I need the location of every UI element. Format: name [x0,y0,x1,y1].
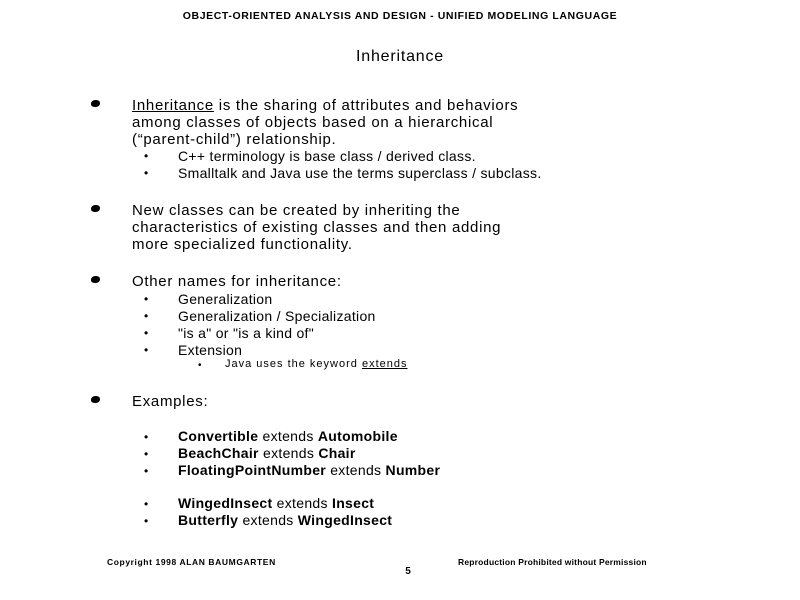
text-line: characteristics of existing classes and then adding [132,219,502,236]
example-relation: extends [258,445,319,461]
text-line: among classes of objects based on a hierarchical [132,114,494,131]
sub-item: Generalization / Specialization [178,308,376,324]
section-1-text [132,97,732,148]
sub-bullet-icon: • [144,326,149,340]
bullet-icon [91,396,100,403]
bullet-icon [91,100,100,107]
slide-title: Inheritance [356,48,444,65]
text-line: Examples: [132,393,209,410]
text-line-rest: is the sharing of attributes and behaviors [213,97,519,114]
page-number: 5 [405,566,411,577]
example-subclass: BeachChair [178,445,259,461]
text-line: Other names for inheritance: [132,273,342,290]
sub-bullet-icon: • [144,149,149,163]
example-item [178,512,392,528]
footer-notice: Reproduction Prohibited without Permission [458,557,647,567]
example-superclass: Chair [318,445,356,461]
sub-bullet-icon: • [144,292,149,306]
example-superclass: Automobile [317,428,398,444]
extends-keyword: extends [361,358,408,370]
section-3-text [132,273,732,290]
example-relation: extends [326,462,386,478]
example-subclass: FloatingPointNumber [178,462,327,478]
header-title: OBJECT-ORIENTED ANALYSIS AND DESIGN - UNIFIED MODELING LANGUAGE [182,10,618,22]
footer-copyright: Copyright 1998 ALAN BAUMGARTEN [107,557,276,567]
sub-item: C++ terminology is base class / derived class. [178,148,476,164]
sub-bullet-icon: • [144,447,149,461]
text-line: more specialized functionality. [132,236,353,253]
example-superclass: WingedInsect [297,512,393,528]
sub-sub-bullet-icon: • [198,360,202,371]
example-subclass: WingedInsect [178,495,273,511]
example-superclass: Insect [332,495,375,511]
inheritance-term: Inheritance [132,97,214,114]
sub-bullet-icon: • [144,514,149,528]
sub-bullet-icon: • [144,309,149,323]
sub-item: Generalization [178,291,273,307]
example-item [178,462,440,478]
example-relation: extends [272,495,332,511]
example-subclass: Butterfly [178,512,239,528]
text-line [132,97,732,114]
section-4-text [132,393,732,410]
sub-sub-item [225,358,407,370]
example-item [178,428,398,444]
example-item [178,445,356,461]
sub-bullet-icon: • [144,166,149,180]
sub-bullet-icon: • [144,430,149,444]
example-subclass: Convertible [178,428,259,444]
example-relation: extends [258,428,318,444]
example-relation: extends [238,512,298,528]
sub-bullet-icon: • [144,464,149,478]
sub-item: Smalltalk and Java use the terms superclass / subclass. [178,165,542,181]
sub-item: "is a" or "is a kind of" [178,325,315,341]
section-2-text [132,202,732,253]
text-line: (“parent-child”) relationship. [132,131,337,148]
sub-sub-item-prefix: Java uses the keyword [225,358,362,370]
sub-item: Extension [178,342,243,358]
bullet-icon [91,276,100,283]
sub-bullet-icon: • [144,497,149,511]
example-superclass: Number [385,462,441,478]
bullet-icon [91,205,100,212]
example-item [178,495,374,511]
sub-bullet-icon: • [144,343,149,357]
text-line: New classes can be created by inheriting the [132,202,461,219]
